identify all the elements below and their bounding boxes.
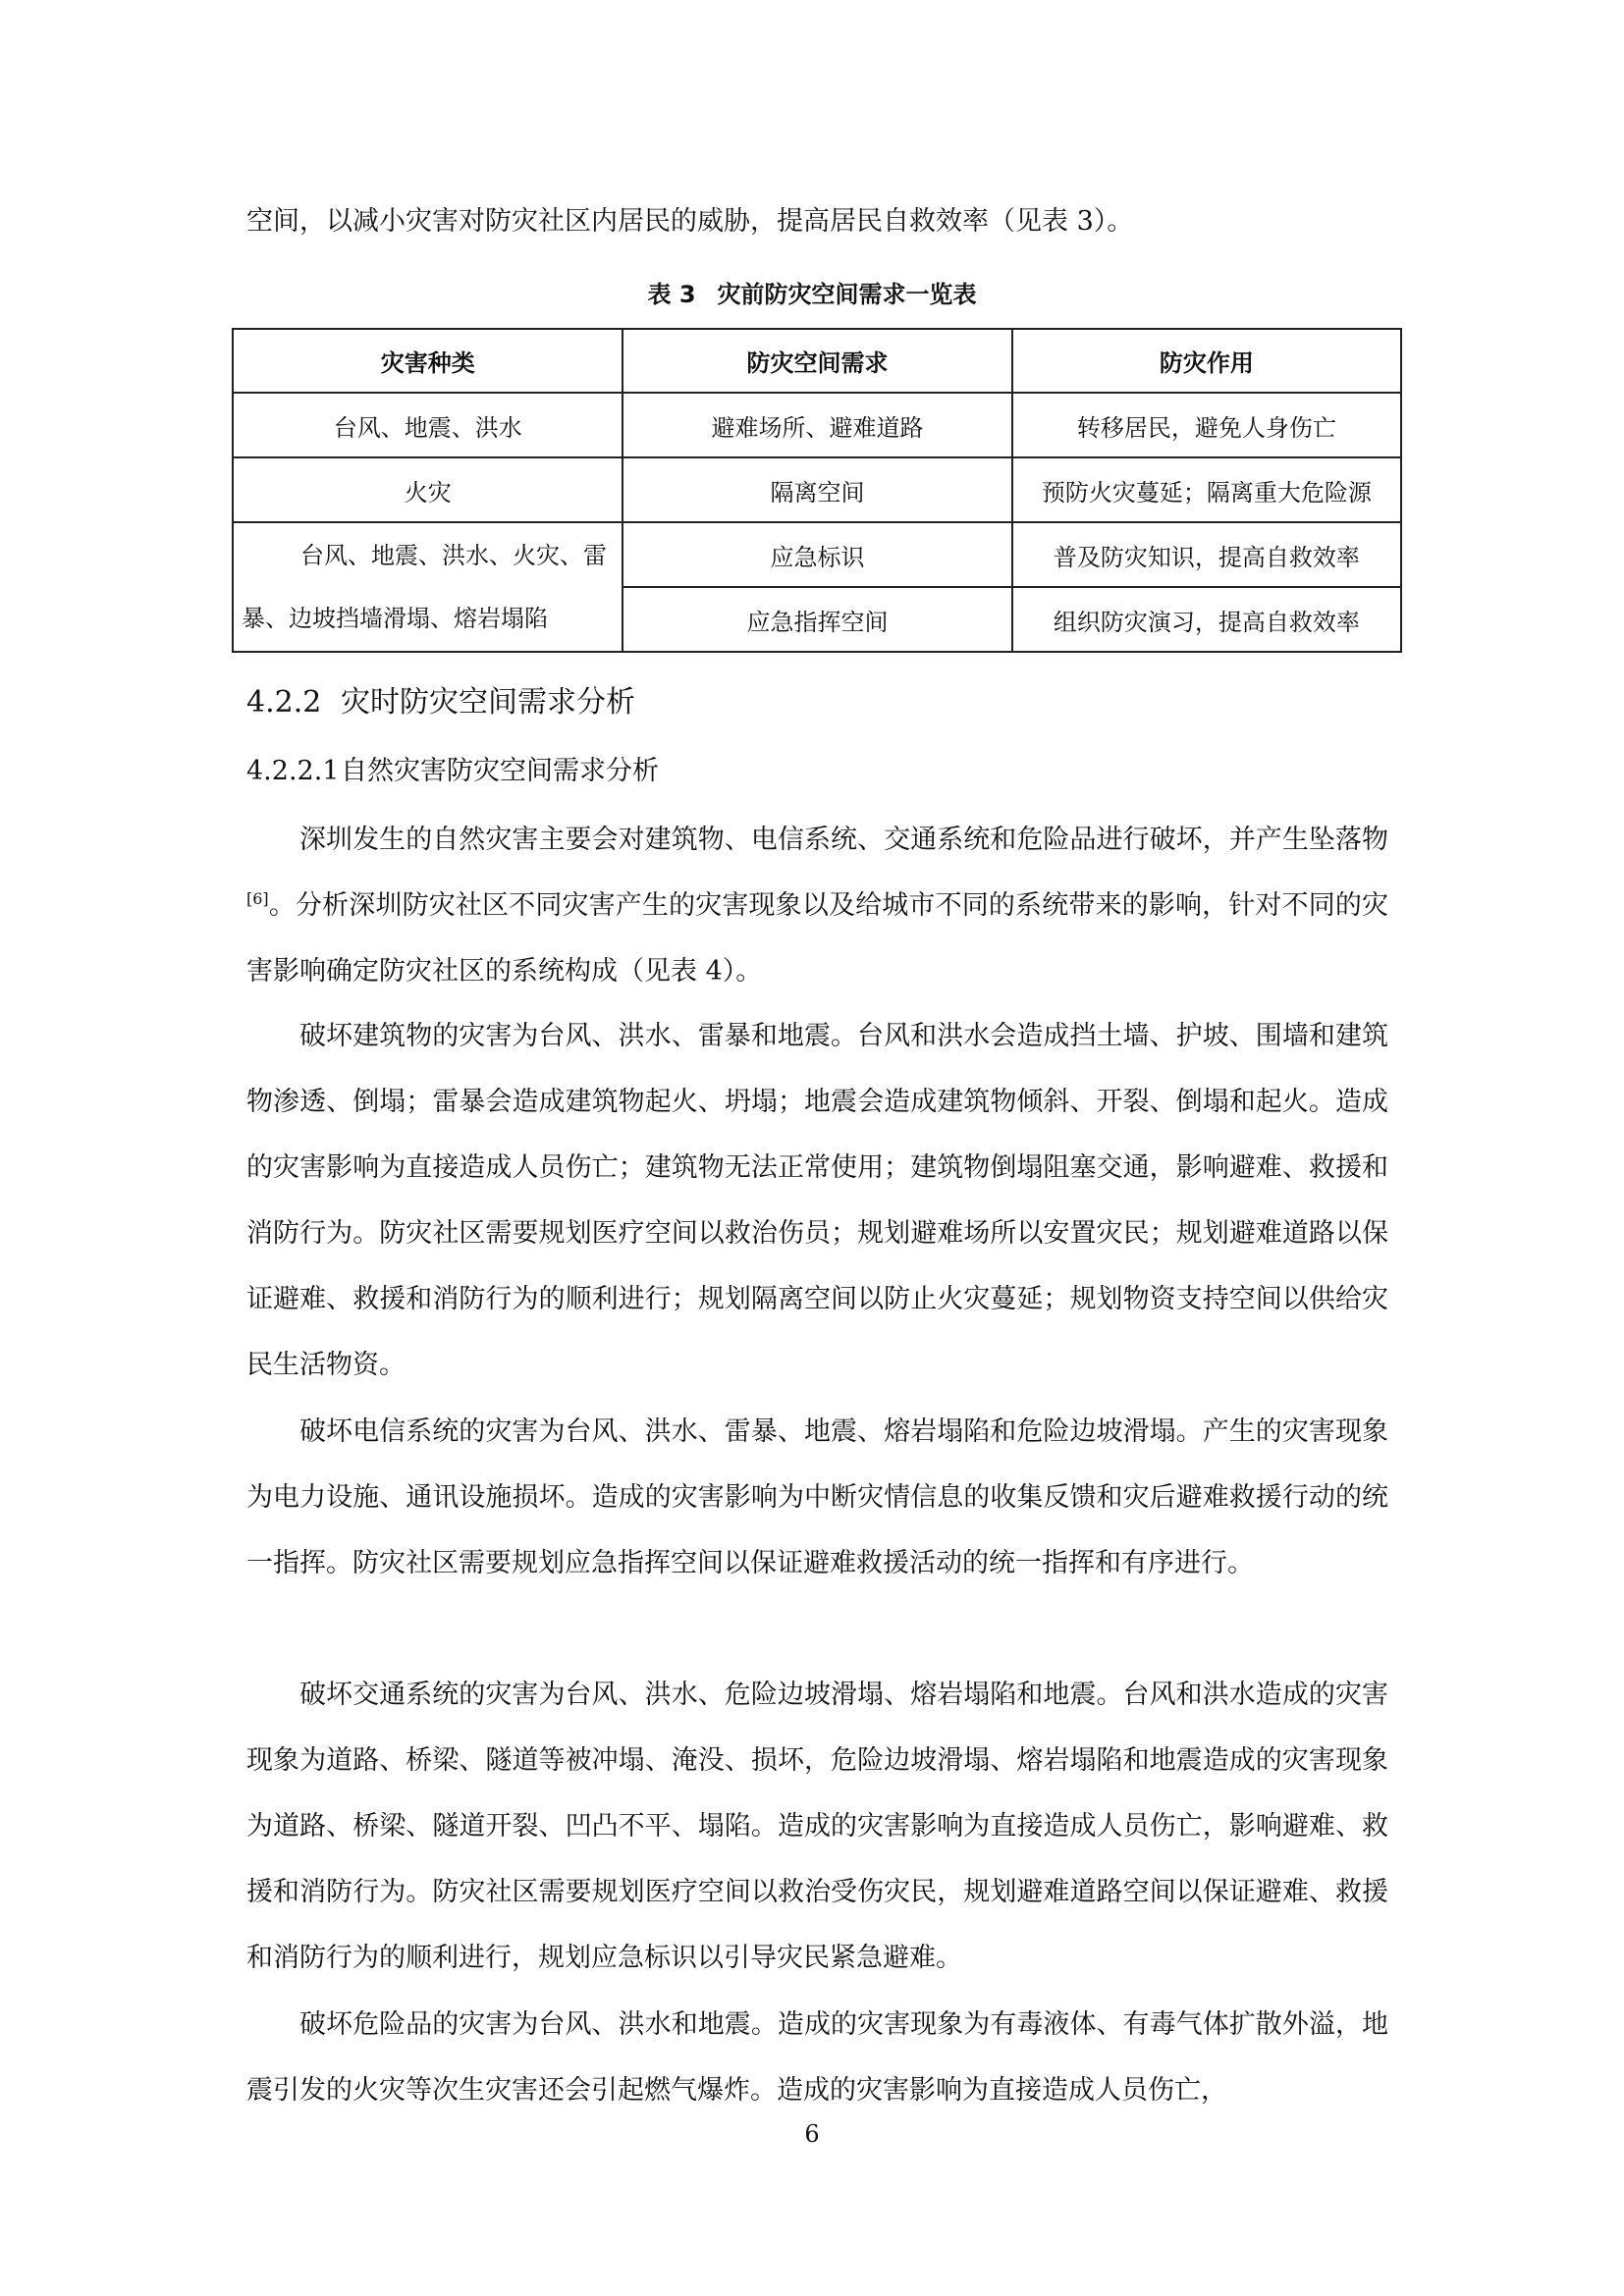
table-row [233, 457, 1401, 522]
section-number: 4.2.2 [246, 685, 322, 720]
table-caption [0, 275, 1624, 309]
table-cell: 普及防灾知识，提高自救效率 [1012, 522, 1401, 587]
table-cell: 避难场所、避难道路 [623, 393, 1011, 457]
header-function: 防灾作用 [1012, 329, 1401, 393]
paragraph-4: 破坏交通系统的灾害为台风、洪水、危险边坡滑塌、熔岩塌陷和地震。台风和洪水造成的灾害现象为道路、桥梁、隧道等被冲塌、淹没、损坏，危险边坡滑塌、熔岩塌陷和地震造成的灾害现象为道路、桥梁、隧道开裂、凹凸不平、塌陷。造成的灾害影响为直接造成人员伤亡，影响避难、救援和消防行为。防灾社区需要规划医疗空间以救治受伤灾民，规划避难道路空间以保证避难、救援和消防行为的顺利进行，规划应急标识以引导灾民紧急避难。 [246, 1680, 1388, 1973]
table-caption-title: 灾前防灾空间需求一览表 [717, 281, 977, 308]
table-cell: 转移居民，避免人身伤亡 [1012, 393, 1401, 457]
intro-line: 空间，以减小灾害对防灾社区内居民的威胁，提高居民自救效率（见表 3）。 [246, 206, 1134, 237]
citation-ref: [6] [246, 889, 269, 908]
table-cell: 隔离空间 [623, 457, 1011, 522]
header-space-need: 防灾空间需求 [623, 329, 1011, 393]
section-title: 灾时防灾空间需求分析 [341, 685, 635, 720]
paragraph-3: 破坏电信系统的灾害为台风、洪水、雷暴、地震、熔岩塌陷和危险边坡滑塌。产生的灾害现象为电力设施、通讯设施损坏。造成的灾害影响为中断灾情信息的收集反馈和灾后避难救援行动的统一指挥。防灾社区需要规划应急指挥空间以保证避难救援活动的统一指挥和有序进行。 [246, 1416, 1388, 1578]
merged-type-line-2: 暴、边坡挡墙滑塌、熔岩塌陷 [242, 605, 548, 632]
page-number: 6 [804, 2120, 820, 2148]
table-cell: 预防火灾蔓延；隔离重大危险源 [1012, 457, 1401, 522]
header-disaster-type: 灾害种类 [233, 329, 623, 393]
table-cell: 组织防灾演习，提高自救效率 [1012, 587, 1401, 652]
table-caption-number: 表 3 [647, 281, 696, 308]
table-row [233, 522, 1401, 587]
p1-text-before: 深圳发生的自然灾害主要会对建筑物、电信系统、交通系统和危险品进行破坏，并产生坠落物 [299, 825, 1388, 855]
table-header-row [233, 329, 1401, 393]
paragraph-1 [246, 807, 1388, 1004]
subsection-title: 自然灾害防灾空间需求分析 [341, 756, 659, 786]
p1-text-after: 。分析深圳防灾社区不同灾害产生的灾害现象以及给城市不同的系统带来的影响，针对不同的灾害影响确定防灾社区的系统构成（见表 4）。 [246, 890, 1388, 987]
table-row [233, 393, 1401, 457]
subsection-heading [246, 749, 659, 787]
table-cell: 应急标识 [623, 522, 1011, 587]
disaster-space-table [232, 328, 1402, 653]
table-cell: 应急指挥空间 [623, 587, 1011, 652]
subsection-number: 4.2.2.1 [246, 756, 340, 786]
table-cell: 火灾 [233, 457, 623, 522]
table-cell: 台风、地震、洪水 [233, 393, 623, 457]
merged-type-line-1: 台风、地震、洪水、火灾、雷 [300, 542, 607, 569]
paragraph-5: 破坏危险品的灾害为台风、洪水和地震。造成的灾害现象为有毒液体、有毒气体扩散外溢，地震引发的火灾等次生灾害还会引起燃气爆炸。造成的灾害影响为直接造成人员伤亡， [246, 2009, 1388, 2106]
paragraph-2: 破坏建筑物的灾害为台风、洪水、雷暴和地震。台风和洪水会造成挡土墙、护坡、围墙和建筑物渗透、倒塌；雷暴会造成建筑物起火、坍塌；地震会造成建筑物倾斜、开裂、倒塌和起火。造成的灾害影响为直接造成人员伤亡；建筑物无法正常使用；建筑物倒塌阻塞交通，影响避难、救援和消防行为。防灾社区需要规划医疗空间以救治伤员；规划避难场所以安置灾民；规划避难道路以保证避难、救援和消防行为的顺利进行；规划隔离空间以防止火灾蔓延；规划物资支持空间以供给灾民生活物资。 [246, 1021, 1388, 1380]
table-cell-merged-disaster-type [233, 522, 623, 652]
section-heading [246, 677, 635, 721]
